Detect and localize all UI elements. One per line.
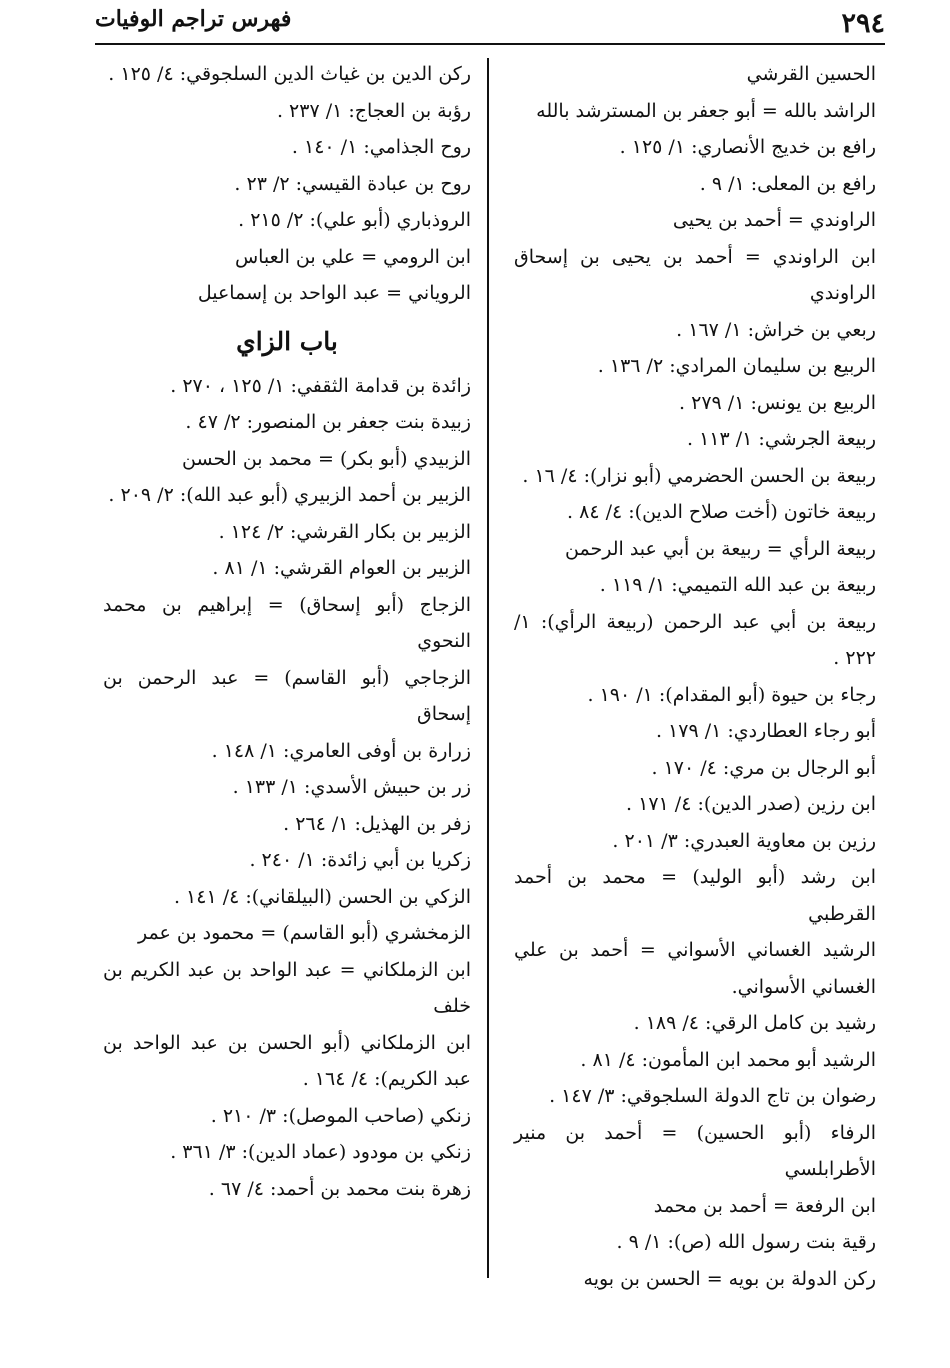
page-number: ٢٩٤ <box>841 8 885 39</box>
index-entry: الحسين القرشي <box>746 63 876 85</box>
index-entry: ربعي بن خراش: ١/ ١٦٧ . <box>676 318 876 341</box>
page-header <box>95 0 885 42</box>
index-entry: الرفاء (أبو الحسين) = أحمد بن منير الأطرابلسي <box>514 1121 876 1180</box>
index-entry: رافع بن المعلى: ١/ ٩ . <box>699 172 876 195</box>
index-entry: ابن الزملكاني = عبد الواحد بن عبد الكريم بن خلف <box>103 958 471 1017</box>
index-entry: زبيدة بنت جعفر بن المنصور: ٢/ ٤٧ . <box>185 411 471 433</box>
index-entry: ابن الراوندي = أحمد بن يحيى بن إسحاق الراوندي <box>514 245 876 304</box>
index-entry: رزين بن معاوية العبدري: ٣/ ٢٠١ . <box>612 829 876 852</box>
index-entry: الروياني = عبد الواحد بن إسماعيل <box>197 282 471 304</box>
index-entry: رافع بن خديج الأنصاري: ١/ ١٢٥ . <box>619 136 876 158</box>
index-entry: روح الجذامي: ١/ ١٤٠ . <box>291 136 471 158</box>
index-entry: الزجاجي (أبو القاسم) = عبد الرحمن بن إسحاق <box>103 666 471 725</box>
index-entry: ربيعة خاتون (أخت صلاح الدين): ٤/ ٨٤ . <box>567 501 876 523</box>
index-entry: زر بن حبيش الأسدي: ١/ ١٣٣ . <box>232 776 471 798</box>
index-entry: ربيعة الجرشي: ١/ ١١٣ . <box>687 428 876 450</box>
index-entry: ربيعة بن الحسن الحضرمي (أبو نزار): ٤/ ١٦ . <box>522 464 876 487</box>
index-entry: أبو الرجال بن مري: ٤/ ١٧٠ . <box>651 756 876 779</box>
index-entry: رؤبة بن العجاج: ١/ ٢٣٧ . <box>276 99 471 122</box>
index-entry: الزجاج (أبو إسحاق) = إبراهيم بن محمد النحوي <box>103 593 471 652</box>
index-entry: الربيع بن سليمان المرادي: ٢/ ١٣٦ . <box>597 355 876 377</box>
index-entry: زائدة بن قدامة الثقفي: ١/ ١٢٥ ، ٢٧٠ . <box>170 374 471 397</box>
index-entry: رقية بنت رسول الله (ص): ١/ ٩ . <box>616 1231 876 1253</box>
index-entry: رضوان بن تاج الدولة السلجوقي: ٣/ ١٤٧ . <box>549 1085 876 1107</box>
index-entry: ركن الدين بن غياث الدين السلجوقي: ٤/ ١٢٥ . <box>108 63 471 85</box>
index-entry: ابن الرفعة = أحمد بن محمد <box>653 1194 876 1217</box>
index-entry: الزمخشري (أبو القاسم) = محمود بن عمر <box>138 922 471 944</box>
index-entry: ابن الرومي = علي بن العباس <box>234 245 471 268</box>
index-entry: الرشيد الغساني الأسواني = أحمد بن علي الغساني الأسواني. <box>514 939 876 998</box>
header-rule <box>95 43 885 45</box>
index-entry: رجاء بن حيوة (أبو المقدام): ١/ ١٩٠ . <box>587 683 876 706</box>
index-entry: زنكي بن مودود (عماد الدين): ٣/ ٣٦١ . <box>170 1141 471 1163</box>
index-entry: روح بن عبادة القيسي: ٢/ ٢٣ . <box>234 172 471 195</box>
index-entry: الراوندي = أحمد بن يحيى <box>672 209 876 231</box>
column-divider <box>487 58 489 1278</box>
index-entry: زهرة بنت محمد بن أحمد: ٤/ ٦٧ . <box>208 1177 471 1200</box>
running-title: فهرس تراجم الوفيات <box>95 6 292 32</box>
index-entry: الزبيدي (أبو بكر) = محمد بن الحسن <box>182 447 471 470</box>
index-entry: ابن رشد (أبو الوليد) = محمد بن أحمد القرطبي <box>514 866 876 925</box>
index-entry: الزبير بن العوام القرشي: ١/ ٨١ . <box>212 557 471 579</box>
index-entry: الراشد بالله = أبو جعفر بن المسترشد بالله <box>536 99 876 122</box>
index-entry: زكريا بن أبي زائدة: ١/ ٢٤٠ . <box>249 849 471 871</box>
index-entry: زرارة بن أوفى العامري: ١/ ١٤٨ . <box>211 739 471 762</box>
index-entry: الرشيد أبو محمد ابن المأمون: ٤/ ٨١ . <box>580 1048 876 1071</box>
index-entry: زنكي (صاحب الموصل): ٣/ ٢١٠ . <box>210 1104 471 1127</box>
index-entry: الزبير بن أحمد الزبيري (أبو عبد الله): ٢/ ٢٠٩ . <box>108 484 471 506</box>
section-heading: باب الزاي <box>236 326 338 356</box>
index-entry: الربيع بن يونس: ١/ ٢٧٩ . <box>679 391 876 414</box>
index-entry: الزبير بن بكار القرشي: ٢/ ١٢٤ . <box>218 520 471 543</box>
index-entry: ربيعة الرأي = ربيعة بن أبي عبد الرحمن <box>565 537 876 560</box>
index-entry: زفر بن الهذيل: ١/ ٢٦٤ . <box>283 812 471 835</box>
index-entry: رشيد بن كامل الرقي: ٤/ ١٨٩ . <box>633 1012 876 1034</box>
index-entry: ركن الدولة بن بويه = الحسن بن بويه <box>583 1267 876 1290</box>
index-entry: ابن الزملكاني (أبو الحسن بن عبد الواحد بن عبد الكريم): ٤/ ١٦٤ . <box>103 1031 471 1090</box>
index-entry: ربيعة بن عبد الله التميمي: ١/ ١١٩ . <box>599 574 876 596</box>
index-entry: ربيعة بن أبي عبد الرحمن (ربيعة الرأي): ١/ ٢٢٢ . <box>514 610 876 669</box>
left-column <box>103 56 471 1207</box>
index-entry: الزكي بن الحسن (البيلقاني): ٤/ ١٤١ . <box>173 885 471 908</box>
index-entry: الروذباري (أبو علي): ٢/ ٢١٥ . <box>238 209 471 231</box>
index-entry: ابن رزين (صدر الدين): ٤/ ١٧١ . <box>626 793 876 815</box>
right-column <box>514 56 876 1297</box>
index-entry: أبو رجاء العطاردي: ١/ ١٧٩ . <box>655 720 876 742</box>
